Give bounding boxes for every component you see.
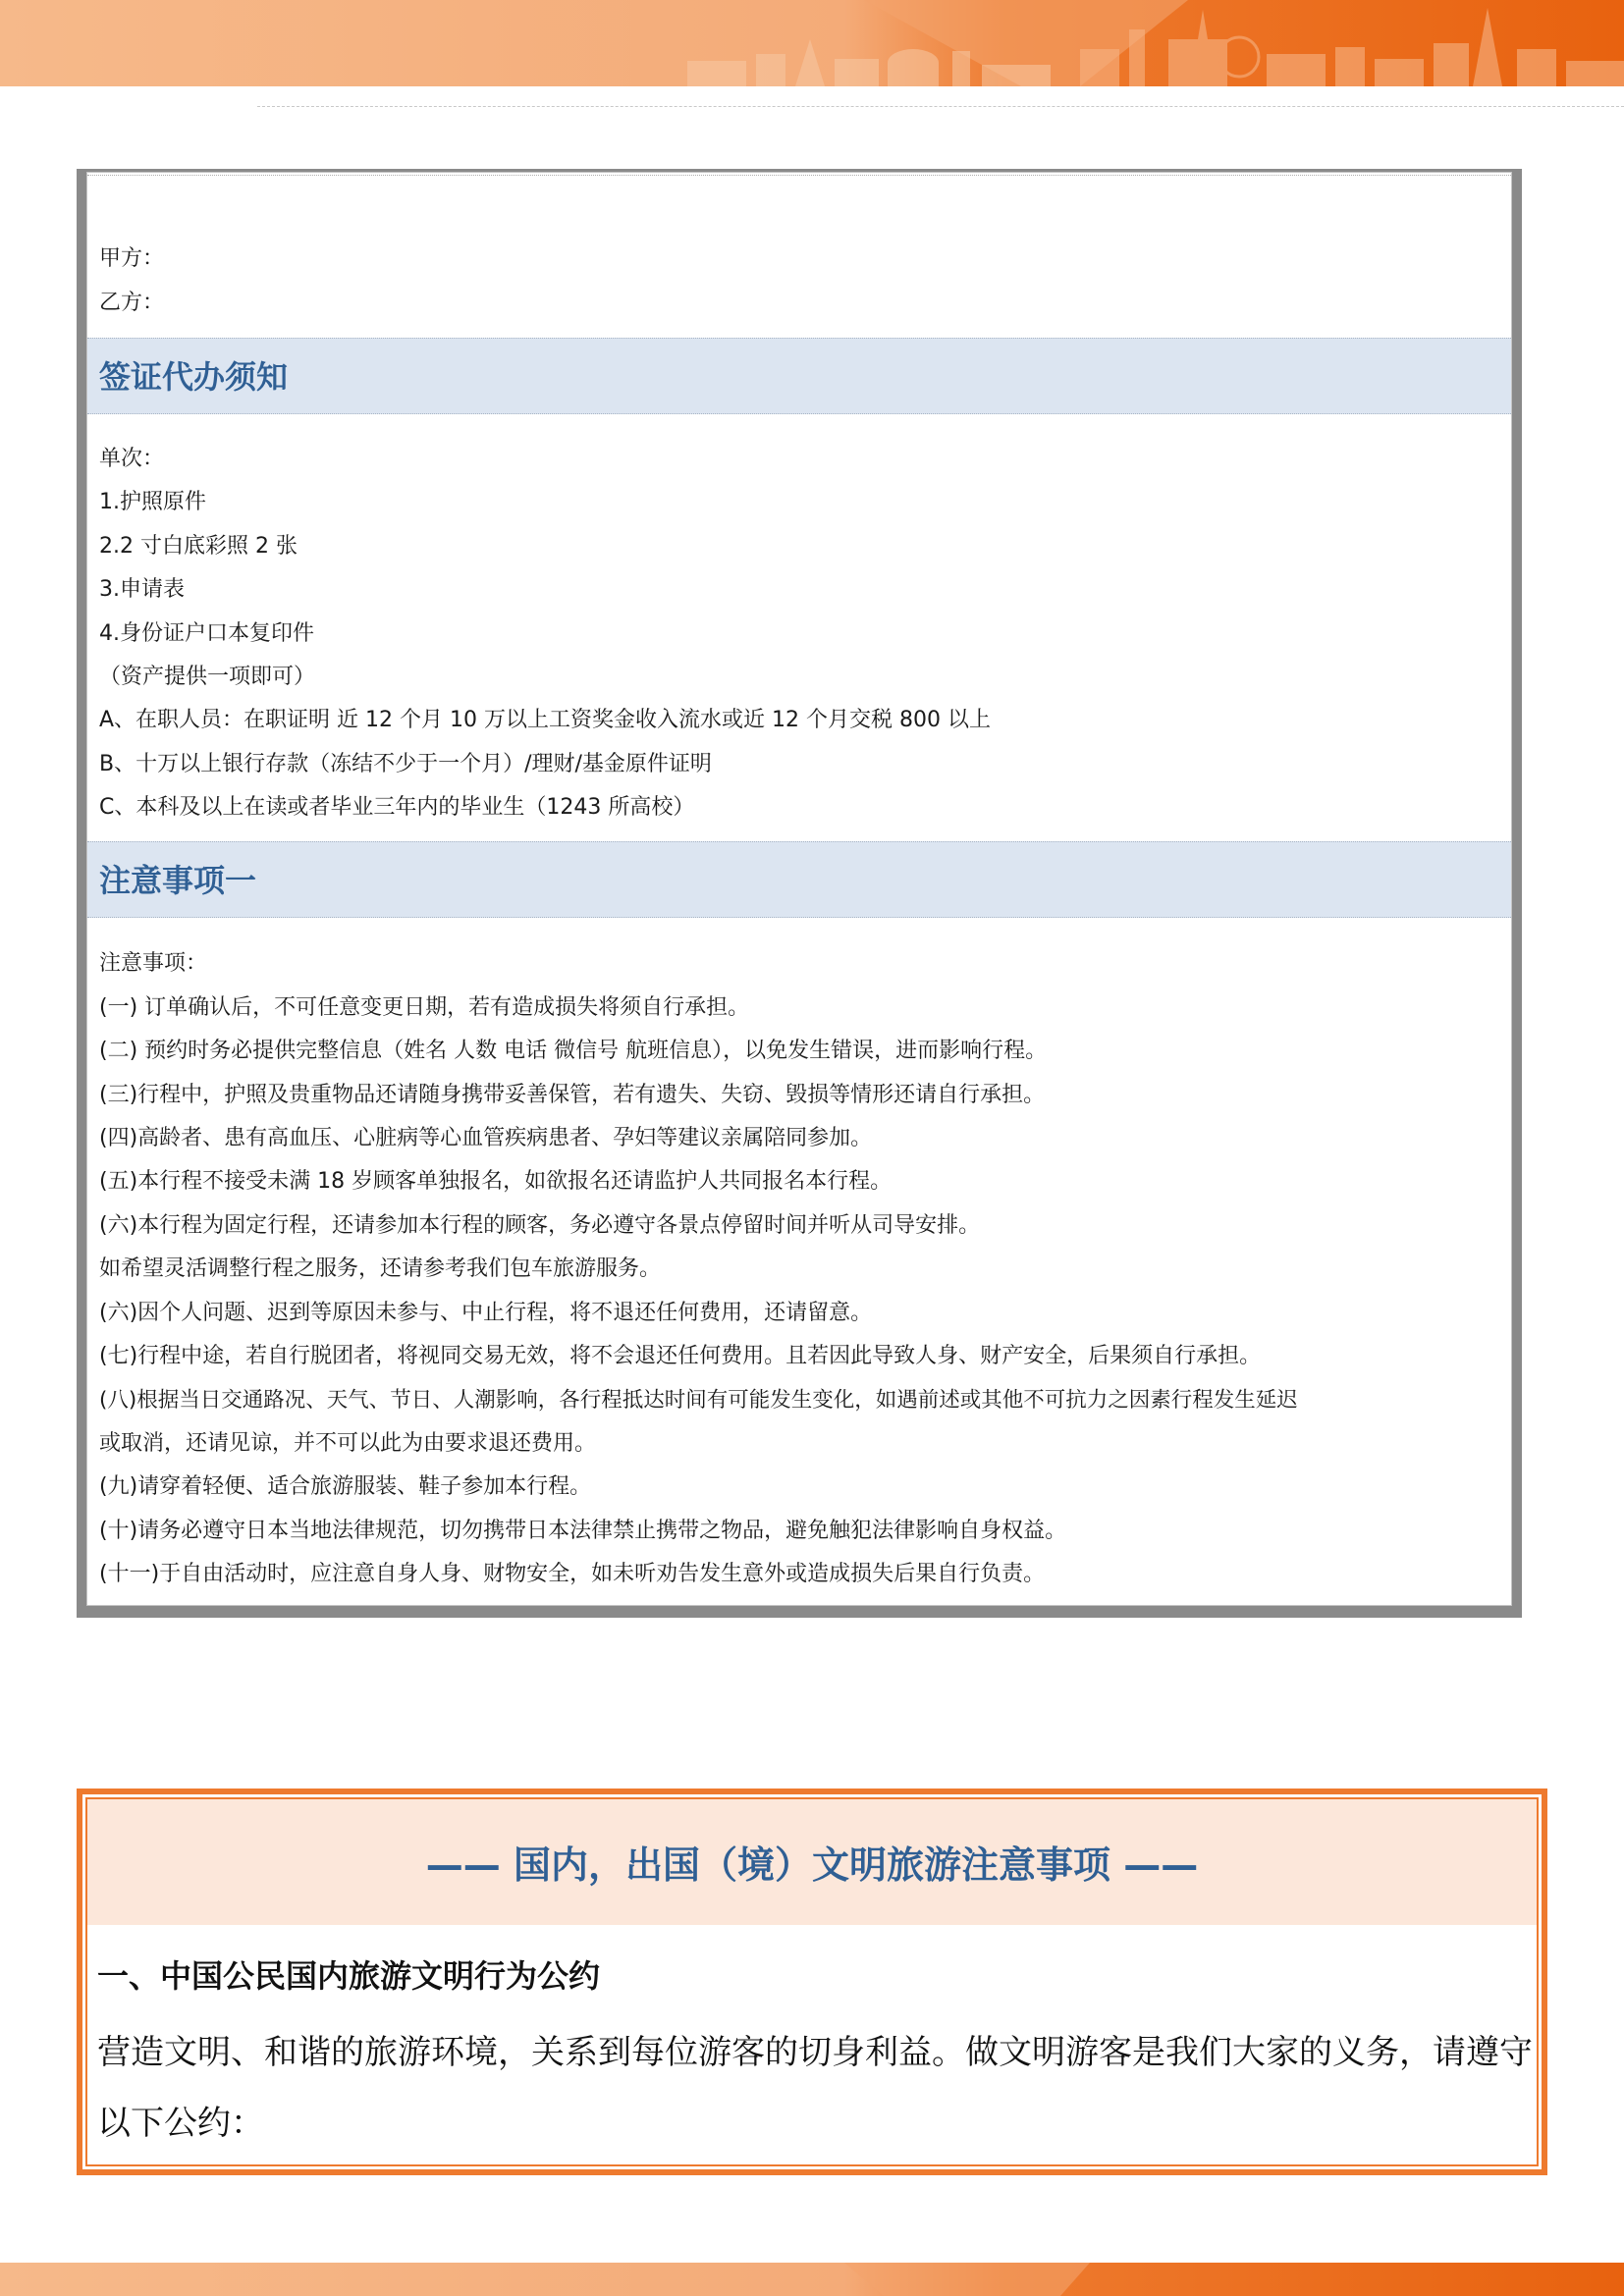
note-line: (一) 订单确认后，不可任意变更日期，若有造成损失将须自行承担。 [99,995,750,1020]
visa-line: 单次： [99,447,165,471]
content-frame [77,169,1522,1618]
visa-line: （资产提供一项即可） [99,665,316,689]
note-line: (五)本行程不接受未满 18 岁顾客单独报名，如欲报名还请监护人共同报名本行程。 [99,1169,893,1194]
civility-paragraph: 营造文明、和谐的旅游环境，关系到每位游客的切身利益。做文明游客是我们大家的义务，请遵守以下公约： [97,2033,1533,2143]
note-line: (八)根据当日交通路况、天气、节日、人潮影响，各行程抵达时间有可能发生变化，如遇前述或其他不可抗力之因素行程发生延迟 [99,1388,1298,1413]
notes-section-header [87,841,1511,918]
visa-line: 1.护照原件 [99,490,206,514]
content-panel [86,172,1512,1606]
visa-section-title: 签证代办须知 [99,358,289,396]
note-line: 或取消，还请见谅，并不可以此为由要求退还费用。 [99,1431,597,1456]
visa-line: C、本科及以上在读或者毕业三年内的毕业生（1243 所高校） [99,795,695,820]
civility-box [77,1789,1547,2175]
bottom-banner-decoration [0,2263,1624,2296]
visa-line: 3.申请表 [99,577,185,602]
note-line: (九)请穿着轻便、适合旅游服装、鞋子参加本行程。 [99,1474,592,1499]
visa-line: A、在职人员：在职证明 近 12 个月 10 万以上工资奖金收入流水或近 12 个月交税 800 以上 [99,708,991,732]
note-line: 如希望灵活调整行程之服务，还请参考我们包车旅游服务。 [99,1256,662,1281]
party-b-label: 乙方： [99,291,165,315]
top-banner [0,0,1624,86]
visa-line: 2.2 寸白底彩照 2 张 [99,534,298,559]
note-line: 注意事项： [99,951,208,976]
note-line: (十)请务必遵守日本当地法律规范，切勿携带日本法律禁止携带之物品，避免触犯法律影响自身权益。 [99,1519,1067,1543]
civility-box-header [87,1799,1537,1925]
header-divider [257,106,1624,107]
party-a-label: 甲方： [99,246,165,271]
skyline-decoration [0,0,1624,86]
visa-section-header [87,338,1511,414]
note-line: (六)因个人问题、迟到等原因未参与、中止行程，将不退还任何费用，还请留意。 [99,1301,873,1325]
note-line: (七)行程中途，若自行脱团者，将视同交易无效，将不会退还任何费用。且若因此导致人身、财产安全，后果须自行承担。 [99,1344,1262,1368]
note-line: (二) 预约时务必提供完整信息（姓名 人数 电话 微信号 航班信息），以免发生错误，进而影响行程。 [99,1039,1048,1063]
note-line: (三)行程中，护照及贵重物品还请随身携带妥善保管，若有遗失、失窃、毁损等情形还请自行承担。 [99,1083,1046,1107]
notes-section-title: 注意事项一 [99,862,257,899]
civility-box-inner [85,1797,1539,2166]
note-line: (六)本行程为固定行程，还请参加本行程的顾客，务必遵守各景点停留时间并听从司导安排。 [99,1213,981,1238]
note-line: (四)高龄者、患有高血压、心脏病等心血管疾病患者、孕妇等建议亲属陪同参加。 [99,1126,873,1150]
visa-line: 4.身份证户口本复印件 [99,621,314,646]
panel-top-rule [87,175,1511,176]
civility-subtitle: 一、中国公民国内旅游文明行为公约 [97,1957,601,1995]
note-line: (十一)于自由活动时，应注意自身人身、财物安全，如未听劝告发生意外或造成损失后果自行负责。 [99,1562,1046,1586]
civility-title: —— 国内，出国（境）文明旅游注意事项 —— [425,1843,1199,1887]
visa-line: B、十万以上银行存款（冻结不少于一个月）/理财/基金原件证明 [99,752,712,776]
bottom-banner [0,2263,1624,2296]
